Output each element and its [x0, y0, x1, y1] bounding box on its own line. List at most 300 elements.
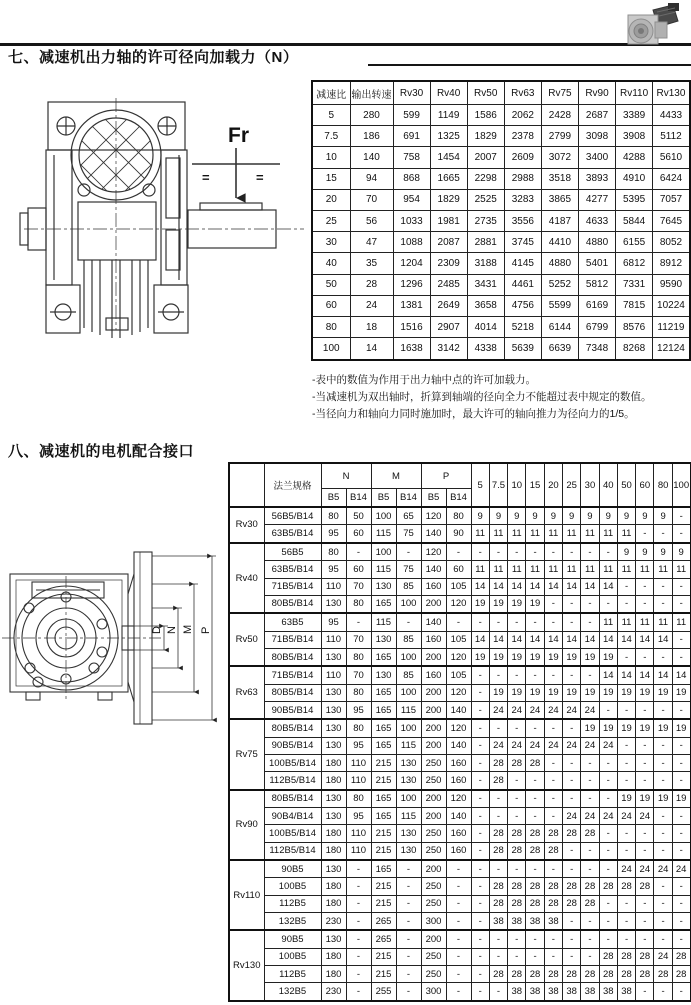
load-value-cell: 70 [350, 189, 393, 210]
load-value-cell: 2687 [578, 105, 615, 126]
power-value-cell: 14 [599, 631, 617, 648]
power-value-cell: 28 [489, 772, 507, 790]
radial-load-row [312, 338, 690, 360]
dimension-cell: - [446, 860, 471, 878]
power-value-cell: 38 [508, 983, 526, 1001]
power-value-cell: - [672, 895, 690, 912]
dimension-cell: 80 [321, 543, 346, 561]
power-value-cell: - [617, 648, 635, 666]
flange-spec-cell: 90B5 [264, 860, 321, 878]
load-value-cell: 2881 [467, 232, 504, 253]
dimension-cell: - [346, 860, 371, 878]
dimension-cell: 215 [371, 895, 396, 912]
power-value-cell: - [672, 578, 690, 595]
load-value-cell: 1088 [393, 232, 430, 253]
power-value-cell: 14 [581, 631, 599, 648]
dimension-cell: 115 [396, 701, 421, 719]
dimension-cell: 120 [446, 719, 471, 737]
power-value-cell: 19 [471, 648, 489, 666]
load-value-cell: 3400 [578, 147, 615, 168]
power-value-cell: - [471, 825, 489, 842]
dimension-cell: 180 [321, 948, 346, 965]
power-value-cell: 19 [654, 719, 672, 737]
power-value-cell: 19 [544, 648, 562, 666]
dimension-cell: 80 [321, 507, 346, 525]
dimension-cell: 215 [371, 755, 396, 772]
power-value-cell: 19 [471, 595, 489, 613]
dimension-cell: 100 [396, 648, 421, 666]
radial-load-row [312, 317, 690, 338]
power-value-cell: 19 [508, 648, 526, 666]
power-value-cell: 28 [563, 895, 581, 912]
power-value-cell: - [617, 895, 635, 912]
power-value-cell: - [581, 842, 599, 860]
power-value-cell: 38 [508, 912, 526, 930]
power-value-cell: - [471, 684, 489, 701]
power-value-cell: 28 [489, 755, 507, 772]
power-value-cell: - [563, 790, 581, 808]
power-value-cell: 9 [636, 507, 654, 525]
ratio-header: 100 [672, 463, 690, 507]
dimension-cell: 180 [321, 772, 346, 790]
dim-group-p: P [421, 463, 471, 489]
flange-spec-cell: 80B5/B14 [264, 648, 321, 666]
dimension-cell: 110 [321, 631, 346, 648]
power-value-cell: 9 [636, 543, 654, 561]
dimension-cell: 160 [446, 825, 471, 842]
ratio-cell: 20 [312, 189, 350, 210]
power-value-cell: - [581, 912, 599, 930]
dimension-cell: 160 [421, 631, 446, 648]
power-value-cell: 28 [489, 878, 507, 895]
flange-spec-cell: 56B5 [264, 543, 321, 561]
power-value-cell: - [581, 613, 599, 631]
power-value-cell: 11 [563, 561, 581, 578]
load-value-cell: 1829 [467, 126, 504, 147]
power-value-cell: 24 [581, 808, 599, 825]
load-value-cell: 4338 [467, 338, 504, 360]
dimension-cell: 200 [421, 595, 446, 613]
power-value-cell: - [581, 755, 599, 772]
power-value-cell: - [563, 930, 581, 948]
flange-row [229, 912, 691, 930]
power-value-cell: 28 [636, 878, 654, 895]
col-header-rv90: Rv90 [578, 81, 615, 105]
col-header-rv130: Rv130 [653, 81, 690, 105]
dimension-cell: 255 [371, 983, 396, 1001]
power-value-cell: 38 [489, 912, 507, 930]
load-value-cell: 4880 [541, 253, 578, 274]
power-value-cell: - [471, 772, 489, 790]
model-label: Rv63 [229, 666, 264, 719]
power-value-cell: - [636, 595, 654, 613]
dimension-cell: - [446, 613, 471, 631]
sub-header-b14: B14 [396, 489, 421, 508]
dimension-cell: 70 [346, 578, 371, 595]
power-value-cell: 19 [654, 790, 672, 808]
dimension-cell: 250 [421, 825, 446, 842]
power-value-cell: 28 [599, 948, 617, 965]
load-value-cell: 5844 [616, 211, 653, 232]
dimension-cell: 95 [321, 561, 346, 578]
dimension-cell: - [346, 543, 371, 561]
power-value-cell: - [672, 648, 690, 666]
load-value-cell: 868 [393, 168, 430, 189]
dimension-cell: 165 [371, 860, 396, 878]
power-value-cell: - [617, 772, 635, 790]
load-value-cell: 2525 [467, 189, 504, 210]
power-value-cell: - [672, 507, 690, 525]
dimension-cell: 105 [446, 631, 471, 648]
power-value-cell: - [636, 825, 654, 842]
power-value-cell: - [544, 543, 562, 561]
flange-row [229, 878, 691, 895]
dimension-cell: 115 [396, 808, 421, 825]
dimension-cell: 200 [421, 701, 446, 719]
power-value-cell: - [654, 525, 672, 543]
flange-row [229, 790, 691, 808]
power-value-cell: 28 [544, 965, 562, 982]
dimension-cell: 65 [396, 507, 421, 525]
flange-row [229, 719, 691, 737]
load-value-cell: 2735 [467, 211, 504, 232]
power-value-cell: 24 [489, 701, 507, 719]
power-value-cell: - [526, 613, 544, 631]
dimension-cell: - [396, 860, 421, 878]
load-value-cell: 1381 [393, 295, 430, 316]
power-value-cell: 11 [544, 525, 562, 543]
power-value-cell: - [654, 842, 672, 860]
dimension-cell: 95 [346, 701, 371, 719]
load-value-cell: 3518 [541, 168, 578, 189]
dimension-cell: 200 [421, 684, 446, 701]
power-value-cell: 14 [508, 578, 526, 595]
dimension-cell: 100 [371, 507, 396, 525]
ratio-header: 60 [636, 463, 654, 507]
power-value-cell: - [471, 719, 489, 737]
power-value-cell: - [471, 948, 489, 965]
dimension-cell: 80 [346, 595, 371, 613]
model-label: Rv30 [229, 507, 264, 543]
dimension-cell: 115 [396, 737, 421, 754]
power-value-cell: - [654, 930, 672, 948]
power-value-cell: 19 [581, 684, 599, 701]
dimension-cell: 165 [371, 737, 396, 754]
dim-group-m: M [371, 463, 421, 489]
power-value-cell: 24 [636, 860, 654, 878]
power-value-cell: - [471, 701, 489, 719]
flange-row [229, 507, 691, 525]
dimension-cell: 250 [421, 755, 446, 772]
col-header-output-speed: 输出转速 [350, 81, 393, 105]
dimension-cell: - [446, 965, 471, 982]
power-value-cell: 38 [526, 983, 544, 1001]
load-value-cell: 5252 [541, 274, 578, 295]
dimension-cell: 130 [321, 737, 346, 754]
dimension-cell: 165 [371, 719, 396, 737]
power-value-cell: - [508, 790, 526, 808]
dimension-cell: - [396, 613, 421, 631]
power-value-cell: 19 [672, 684, 690, 701]
dimension-cell: 95 [321, 613, 346, 631]
power-value-cell: 24 [617, 860, 635, 878]
load-value-cell: 2609 [504, 147, 541, 168]
ratio-cell: 15 [312, 168, 350, 189]
power-value-cell: - [654, 808, 672, 825]
load-value-cell: 8576 [616, 317, 653, 338]
load-value-cell: 28 [350, 274, 393, 295]
gearbox-side-drawing [2, 516, 228, 758]
power-value-cell: 19 [563, 684, 581, 701]
load-value-cell: 3745 [504, 232, 541, 253]
load-value-cell: 4461 [504, 274, 541, 295]
dimension-cell: 215 [371, 842, 396, 860]
flange-spec-cell: 112B5/B14 [264, 772, 321, 790]
ratio-cell: 5 [312, 105, 350, 126]
flange-row [229, 825, 691, 842]
dimension-cell: - [396, 983, 421, 1001]
flange-row [229, 543, 691, 561]
power-value-cell: 28 [489, 825, 507, 842]
power-value-cell: 9 [672, 543, 690, 561]
power-value-cell: - [508, 613, 526, 631]
load-value-cell: 8052 [653, 232, 690, 253]
power-value-cell: 19 [617, 719, 635, 737]
dimension-cell: 110 [346, 772, 371, 790]
dimension-cell: 130 [396, 772, 421, 790]
load-value-cell: 6155 [616, 232, 653, 253]
dimension-cell: 250 [421, 842, 446, 860]
power-value-cell: 11 [526, 561, 544, 578]
power-value-cell: - [672, 701, 690, 719]
load-value-cell: 7331 [616, 274, 653, 295]
load-value-cell: 758 [393, 147, 430, 168]
power-value-cell: 14 [526, 631, 544, 648]
dimension-cell: 160 [421, 666, 446, 684]
radial-load-row [312, 189, 690, 210]
dimension-cell: 215 [371, 772, 396, 790]
dimension-cell: 60 [446, 561, 471, 578]
power-value-cell: 11 [654, 561, 672, 578]
power-value-cell: 28 [526, 878, 544, 895]
ratio-header: 15 [526, 463, 544, 507]
power-value-cell: 14 [563, 578, 581, 595]
power-value-cell: 28 [581, 878, 599, 895]
power-value-cell: - [654, 595, 672, 613]
power-value-cell: - [526, 719, 544, 737]
power-value-cell: - [471, 878, 489, 895]
load-value-cell: 5639 [504, 338, 541, 360]
power-value-cell: - [544, 595, 562, 613]
ratio-header: 10 [508, 463, 526, 507]
load-value-cell: 3658 [467, 295, 504, 316]
flange-row [229, 895, 691, 912]
dimension-cell: 230 [321, 983, 346, 1001]
power-value-cell: - [544, 613, 562, 631]
power-value-cell: - [654, 701, 672, 719]
flange-spec-cell: 71B5/B14 [264, 631, 321, 648]
load-value-cell: 2298 [467, 168, 504, 189]
flange-row [229, 648, 691, 666]
power-value-cell: - [672, 878, 690, 895]
power-value-cell: 28 [617, 965, 635, 982]
load-value-cell: 2485 [430, 274, 467, 295]
dimension-cell: 250 [421, 772, 446, 790]
dimension-cell: 130 [396, 842, 421, 860]
power-value-cell: - [617, 755, 635, 772]
section7-title-rule [368, 64, 691, 66]
flange-row [229, 948, 691, 965]
power-value-cell: 38 [544, 983, 562, 1001]
radial-load-row [312, 232, 690, 253]
power-value-cell: - [471, 755, 489, 772]
dimension-cell: 160 [446, 772, 471, 790]
load-value-cell: 4910 [616, 168, 653, 189]
load-value-cell: 1829 [430, 189, 467, 210]
dimension-cell: 70 [346, 631, 371, 648]
power-value-cell: - [672, 772, 690, 790]
load-value-cell: 1325 [430, 126, 467, 147]
load-value-cell: 3431 [467, 274, 504, 295]
load-value-cell: 954 [393, 189, 430, 210]
dimension-cell: 200 [421, 808, 446, 825]
power-value-cell: 14 [489, 578, 507, 595]
dimension-cell: - [396, 895, 421, 912]
power-value-cell: 19 [489, 595, 507, 613]
load-value-cell: 24 [350, 295, 393, 316]
power-value-cell: - [617, 930, 635, 948]
model-label: Rv130 [229, 930, 264, 1001]
load-value-cell: 9590 [653, 274, 690, 295]
power-value-cell: - [489, 948, 507, 965]
power-value-cell: - [526, 860, 544, 878]
power-value-cell: 14 [636, 631, 654, 648]
load-value-cell: 4433 [653, 105, 690, 126]
radial-load-row [312, 105, 690, 126]
power-value-cell: - [617, 595, 635, 613]
power-value-cell: 19 [672, 719, 690, 737]
power-value-cell: 9 [563, 507, 581, 525]
power-value-cell: - [672, 983, 690, 1001]
power-value-cell: - [471, 983, 489, 1001]
dimension-cell: - [396, 930, 421, 948]
power-value-cell: - [672, 631, 690, 648]
power-value-cell: - [654, 983, 672, 1001]
power-value-cell: - [544, 719, 562, 737]
power-value-cell: 11 [489, 525, 507, 543]
dimension-cell: - [396, 878, 421, 895]
flange-row [229, 983, 691, 1001]
dimension-cell: 200 [421, 719, 446, 737]
load-value-cell: 6424 [653, 168, 690, 189]
model-label: Rv75 [229, 719, 264, 789]
load-value-cell: 4410 [541, 232, 578, 253]
load-value-cell: 3389 [616, 105, 653, 126]
load-value-cell: 599 [393, 105, 430, 126]
power-value-cell: - [599, 860, 617, 878]
flange-spec-cell: 71B5/B14 [264, 666, 321, 684]
power-value-cell: - [563, 860, 581, 878]
power-value-cell: 14 [672, 666, 690, 684]
load-value-cell: 5599 [541, 295, 578, 316]
sub-header-b5: B5 [321, 489, 346, 508]
power-value-cell: 28 [672, 965, 690, 982]
dimension-cell: 110 [321, 578, 346, 595]
flange-spec-cell: 90B5 [264, 930, 321, 948]
dimension-cell: 110 [321, 666, 346, 684]
power-value-cell: 19 [544, 684, 562, 701]
power-value-cell: 14 [508, 631, 526, 648]
power-value-cell: 14 [636, 666, 654, 684]
flange-spec-cell: 112B5 [264, 895, 321, 912]
power-value-cell: - [654, 878, 672, 895]
power-value-cell: - [471, 842, 489, 860]
power-value-cell: 19 [636, 719, 654, 737]
power-value-cell: - [636, 755, 654, 772]
power-value-cell: 11 [636, 561, 654, 578]
ratio-cell: 10 [312, 147, 350, 168]
power-value-cell: 14 [654, 631, 672, 648]
flange-row [229, 613, 691, 631]
dimension-cell: 180 [321, 842, 346, 860]
ratio-cell: 25 [312, 211, 350, 232]
power-value-cell: - [599, 543, 617, 561]
load-value-cell: 5395 [616, 189, 653, 210]
power-value-cell: 14 [599, 578, 617, 595]
power-value-cell: - [654, 648, 672, 666]
load-value-cell: 5218 [504, 317, 541, 338]
radial-load-table [311, 80, 691, 361]
model-label: Rv40 [229, 543, 264, 613]
flange-spec-cell: 132B5 [264, 912, 321, 930]
load-value-cell: 4014 [467, 317, 504, 338]
dimension-cell: 140 [446, 701, 471, 719]
radial-load-header-row [312, 81, 690, 105]
load-value-cell: 4277 [578, 189, 615, 210]
power-value-cell: 19 [489, 684, 507, 701]
dimension-cell: 130 [371, 631, 396, 648]
power-value-cell: 24 [581, 701, 599, 719]
dimension-cell: 130 [396, 755, 421, 772]
dim-label-m: M [182, 624, 194, 634]
power-value-cell: - [471, 790, 489, 808]
power-value-cell: - [617, 912, 635, 930]
power-value-cell: 14 [617, 666, 635, 684]
load-value-cell: 5112 [653, 126, 690, 147]
power-value-cell: 28 [617, 948, 635, 965]
load-value-cell: 1204 [393, 253, 430, 274]
dimension-cell: - [346, 930, 371, 948]
power-value-cell: 28 [526, 755, 544, 772]
dimension-cell: 115 [371, 561, 396, 578]
power-value-cell: 28 [508, 842, 526, 860]
power-value-cell: 14 [471, 578, 489, 595]
flange-row [229, 631, 691, 648]
dimension-cell: 100 [371, 543, 396, 561]
power-value-cell: - [489, 983, 507, 1001]
dimension-cell: 130 [321, 808, 346, 825]
dimension-cell: 95 [346, 808, 371, 825]
power-value-cell: 9 [508, 507, 526, 525]
dimension-cell: 75 [396, 525, 421, 543]
power-value-cell: - [563, 595, 581, 613]
model-label: Rv110 [229, 860, 264, 930]
dimension-cell: 250 [421, 895, 446, 912]
section8-title: 八、减速机的电机配合接口 [8, 443, 195, 460]
power-value-cell: - [563, 948, 581, 965]
interface-header-row1 [229, 463, 691, 489]
power-value-cell: 11 [471, 525, 489, 543]
